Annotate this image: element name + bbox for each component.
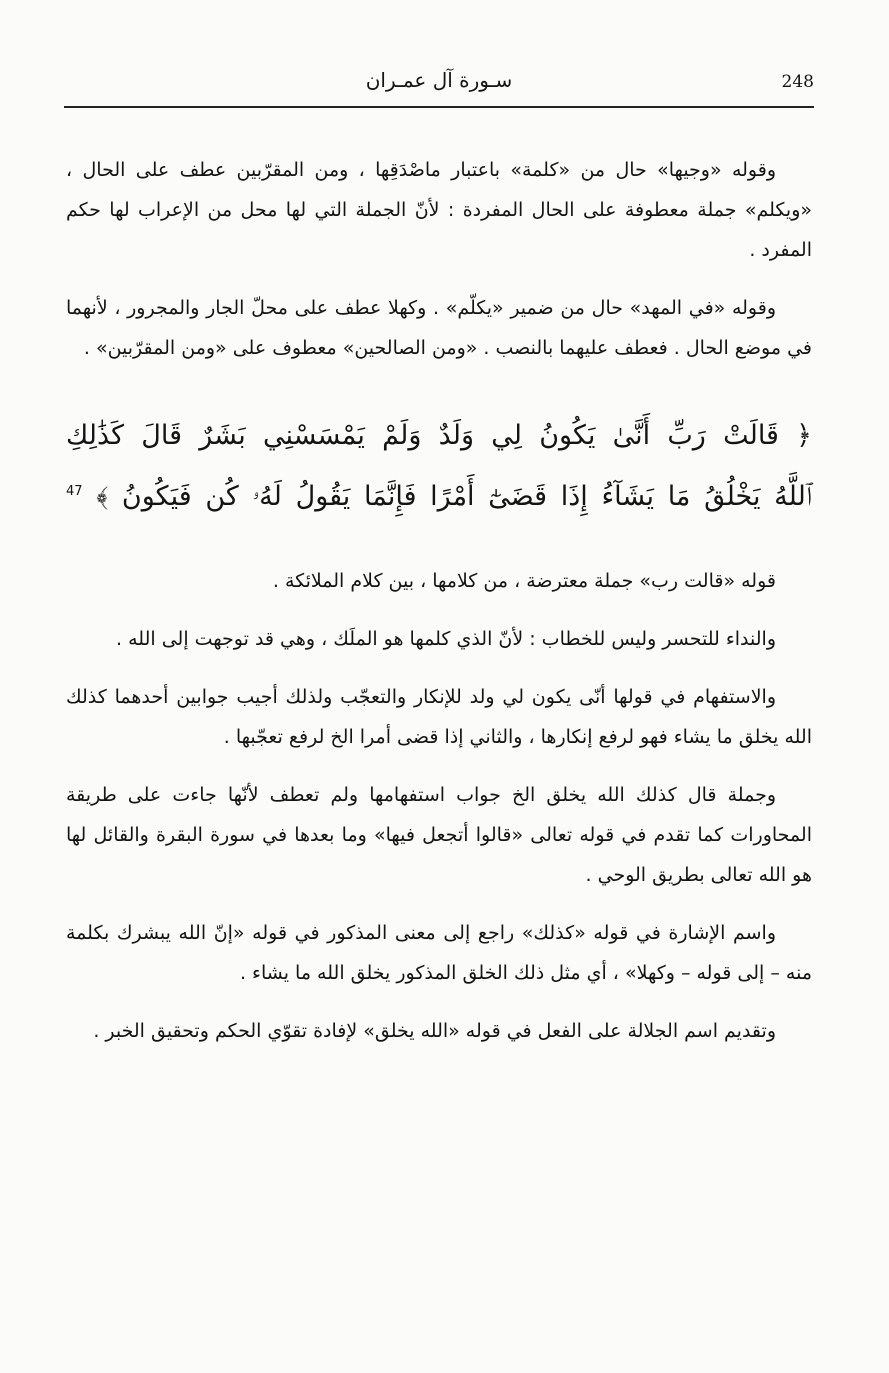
verse-line-2 — [66, 464, 812, 525]
verse-line-1: ﴿ قَالَتْ رَبِّ أَنَّىٰ يَكُونُ لِي وَلَدٌ وَلَمْ يَمْسَسْنِي بَشَرٌ قَالَ كَذَٰلِكِ — [66, 420, 812, 451]
commentary-paragraph: وتقديم اسم الجلالة على الفعل في قوله «الله يخلق» لإفادة تقوّي الحكم وتحقيق الخبر . — [93, 1020, 776, 1042]
commentary-paragraph: والاستفهام في قولها أنّى يكون لي ولد للإنكار والتعجّب ولذلك أجيب جوابين أحدهما كذلك الله يخلق ما يشاء فهو لرفع إنكارها ، والثاني إذا قضى أمرا الخ لرفع تعجّبها . — [66, 686, 812, 748]
page-body — [66, 150, 812, 1069]
commentary-paragraph: وقوله «وجيها» حال من «كلمة» باعتبار ماصْدَقِها ، ومن المقرّبين عطف على الحال ، «ويكلم» جملة معطوفة على الحال المفردة : لأنّ الجملة التي لها محل من الإعراب لها حكم المفرد . — [66, 159, 812, 261]
verse-line-2-text: ٱللَّهُ يَخْلُقُ مَا يَشَآءُ إِذَا قَضَىٰٓ أَمْرًا فَإِنَّمَا يَقُولُ لَهُۥ كُن فَيَكُونُ ﴾ — [96, 481, 812, 512]
commentary-paragraph: وجملة قال كذلك الله يخلق الخ جواب استفهامها ولم تعطف لأنّها جاءت على طريقة المحاورات كما تقدم في قوله تعالى «قالوا أتجعل فيها» وما بعدها في سورة البقرة والقائل لها هو الله تعالى بطريق الوحي . — [66, 784, 812, 886]
commentary-paragraph: والنداء للتحسر وليس للخطاب : لأنّ الذي كلمها هو الملَك ، وهي قد توجهت إلى الله . — [116, 628, 776, 650]
commentary-paragraph: واسم الإشارة في قوله «كذلك» راجع إلى معنى المذكور في قوله «إنّ الله يبشرك بكلمة منه – إلى قوله – وكهلا» ، أي مثل ذلك الخلق المذكور يخلق الله ما يشاء . — [66, 922, 812, 984]
page-number: 248 — [781, 72, 814, 92]
quran-verse — [66, 408, 812, 525]
header-rule — [64, 106, 814, 108]
ayah-number: 47 — [66, 484, 83, 499]
surah-title: سـورة آل عمـران — [365, 68, 513, 92]
commentary-paragraph: وقوله «في المهد» حال من ضمير «يكلّم» . وكهلا عطف على محلّ الجار والمجرور ، لأنهما في موضع الحال . فعطف عليهما بالنصب . «ومن الصالحين» معطوف على «ومن المقرّبين» . — [66, 297, 812, 359]
commentary-paragraph: قوله «قالت رب» جملة معترضة ، من كلامها ، بين كلام الملائكة . — [272, 570, 776, 592]
page-header — [64, 62, 814, 98]
